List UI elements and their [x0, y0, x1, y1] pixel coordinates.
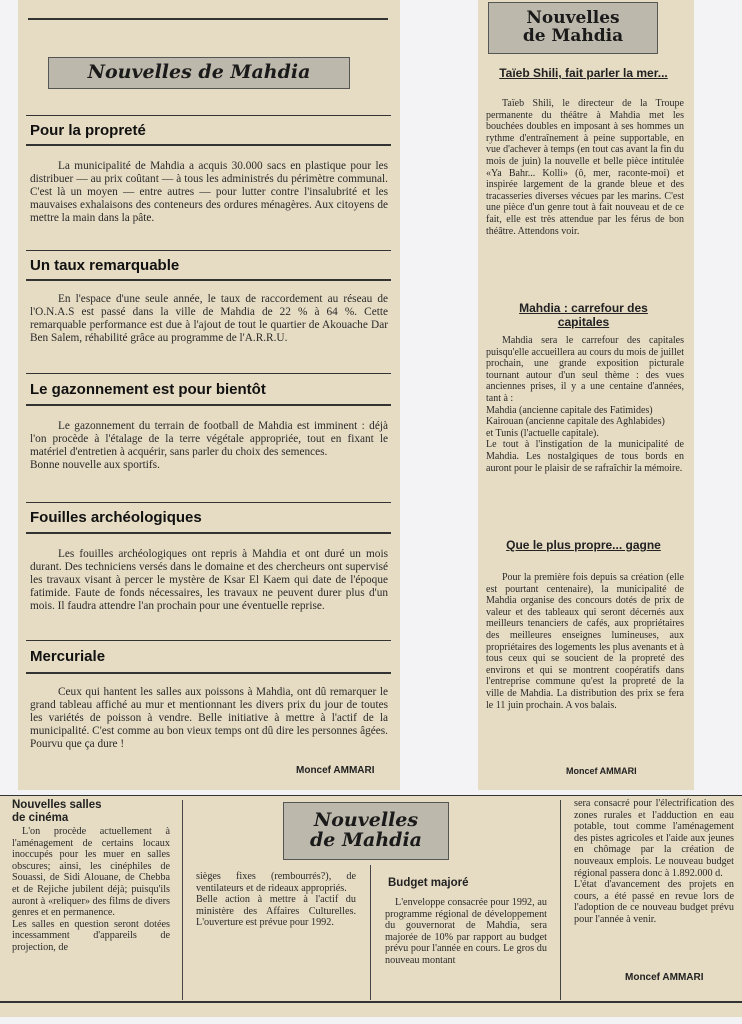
article-body: Le gazonnement du terrain de football de Mahdia est imminent : déjà l'on procède à l'étalage de la terre végétale appropriée, tout en fixant le matériel d'entretien à acquérir, sans parler du choix des semences. Bonne nouvelle aux sportifs.: [30, 420, 388, 471]
article-title: Budget majoré: [388, 877, 469, 889]
article-title: Que le plus propre... gagne: [506, 538, 661, 552]
article-title: Mercuriale: [30, 648, 106, 665]
banner-text: Nouvelles de Mahdia: [87, 61, 311, 84]
article-title: Nouvelles salles de cinéma: [12, 799, 102, 824]
divider: [26, 404, 391, 406]
bottom-clipping: [0, 795, 742, 1017]
banner-line-1: Nouvelles: [313, 809, 419, 832]
article-title: Taïeb Shili, fait parler la mer...: [499, 66, 668, 80]
article-body: Les fouilles archéologiques ont repris à Mahdia et ont duré un mois durant. Des techniciens versés dans le domaine et des chercheurs ont supervisé les travaux visant à percer le mystère de Ksar El Kaem qui date de l'époque fatimide. Faute de fonds nécessaires, les travaux ne peuvent durer plus d'un mois. Il faudra attendre l'an prochain pour une éventuelle reprise.: [30, 548, 388, 612]
divider: [0, 795, 742, 796]
divider: [26, 640, 391, 641]
article-title: Pour la propreté: [30, 122, 146, 139]
article-body: Taïeb Shili, le directeur de la Troupe permanente du théâtre à Mahdia met les bouchées doubles en imposant à ses hommes un rythme d'entraînement à peine supportable, en vue d'achever à temps (en tout cas avant la fin du mois de juin) la nouvelle et belle pièce intitulée «Ya Bahr... Kolli» (ô, mer, raconte-moi) et inspirée largement de la grande bleue et des tracasseries diverses vécues par les marins. C'est une pièce d'un genre tout à fait nouveau et de ce fait, elle est très attendue par les férus de bon théâtre. Attendons voir.: [486, 98, 684, 237]
column-divider: [182, 800, 183, 1000]
divider: [26, 115, 391, 116]
banner-line-2: de Mahdia: [522, 26, 624, 46]
article-body: sièges fixes (rembourrés?), de ventilateurs et de rideaux appropriés. Belle action à mettre à l'actif du ministère des Affaires Culturelles. L'ouverture est prévue pour 1992.: [196, 871, 356, 929]
article-body: Mahdia sera le carrefour des capitales puisqu'elle accueillera au cours du mois de juillet prochain, une grande exposition picturale tournant autour d'un seul thème : des vues anciennes prises, il y a une centaine d'années, tant à : Mahdia (ancienne capitale des Fatimides) Kairouan (ancienne capitale des Aghlabides) et Tunis (l'actuelle capitale). Le tout à l'instigation de la municipalité de Mahdia. Les nostalgiques de tous bords en auront pour le plaisir de se rafraîchir la mémoire.: [486, 335, 684, 474]
divider: [26, 532, 391, 534]
article-body: sera consacré pour l'électrification des zones rurales et l'adduction en eau potable, tout comme l'aménagement des pistes agricoles et l'aide aux jeunes en chômage par la création de nouveaux emplois. Le nouveau budget régional passera donc à 1.892.000 d. L'état d'avancement des projets en cours, a été passé en revue lors de l'adoption de ce nouveau budget prévu pour l'année à venir.: [574, 798, 734, 925]
divider: [28, 18, 388, 20]
article-title: Fouilles archéologiques: [30, 509, 202, 526]
column-divider: [370, 865, 371, 1000]
article-body: Pour la première fois depuis sa création (elle est pourtant centenaire), la municipalité de Mahdia organise des concours dotés de prix de valeur et des tableaux qui seront décernés aux meilleurs tenanciers de cafés, aux propriétaires des meilleures enseignes lumineuses, aux propriétaires des logements les plus avenants et à tous ceux qui se soucient de la propreté des environs et qui se montrent coopératifs dans l'entreprise commune qu'est la propreté de la ville de Mahdia. La distribution des prix se fera le 11 juin prochain. A vos balais.: [486, 572, 684, 711]
article-title: Le gazonnement est pour bientôt: [30, 381, 266, 398]
column-divider: [560, 800, 561, 1000]
divider: [26, 144, 391, 146]
divider: [26, 373, 391, 374]
article-body: En l'espace d'une seule année, le taux de raccordement au réseau de l'O.N.A.S est passé dans la ville de Mahdia de 22 % à 64 %. Cette remarquable performance est due à l'ajout de tout le quartier de Akouache Dar Ben Salem, réhabilité grâce au programme de l'A.R.R.U.: [30, 293, 388, 344]
article-body: Ceux qui hantent les salles aux poissons à Mahdia, ont dû remarquer le grand tableau affiché au mur et mentionnant les divers prix du jour de toutes les variétés de poisson à vendre. Belle initiative à mettre à l'actif de la municipalité. C'est comme au bon vieux temps ont dû dire les personnes âgées. Pourvu que ça dure !: [30, 686, 388, 750]
right-clipping: [478, 0, 694, 790]
banner-nouvelles-de-mahdia: [283, 802, 449, 860]
signature: Moncef AMMARI: [625, 972, 704, 983]
banner-nouvelles-de-mahdia: [488, 2, 658, 54]
signature: Moncef AMMARI: [296, 765, 375, 776]
article-title: Mahdia : carrefour des capitales: [519, 301, 648, 329]
signature: Moncef AMMARI: [566, 766, 637, 776]
divider: [0, 1001, 742, 1003]
article-body: La municipalité de Mahdia a acquis 30.000 sacs en plastique pour les distribuer — au prix coûtant — à tous les administrés du périmètre communal. C'est là un moyen — entre autres — pour lutter contre l'insalubrité et les mauvaises exhalaisons des conteneurs des ordures ménagères. Aux citoyens de mettre la main dans la pâte.: [30, 160, 388, 224]
article-title: Un taux remarquable: [30, 257, 180, 274]
article-body: L'on procède actuellement à l'aménagement de certains locaux inoccupés pour les muer en salles obscures; ainsi, les cinéphiles de Souassi, de Sidi Alouane, de Chebba et de Rejiche jubilent déjà; puisqu'ils auront à «reliquer» des films de divers genres et en permanence. Les salles en question seront dotées incessamment d'appareils de projection, de: [12, 826, 170, 953]
banner-nouvelles-de-mahdia: [48, 57, 350, 89]
banner-line-2: de Mahdia: [310, 829, 422, 851]
article-body: L'enveloppe consacrée pour 1992, au programme régional de développement du gouvernorat de Mahdia, sera majorée de 10% par rapport au budget prévu pour l'année en cours. Le gros du nouveau montant: [385, 897, 547, 966]
divider: [26, 502, 391, 503]
divider: [26, 672, 391, 674]
divider: [26, 279, 391, 281]
banner-line-1: Nouvelles: [526, 8, 620, 29]
divider: [26, 250, 391, 251]
left-clipping: [18, 0, 400, 790]
